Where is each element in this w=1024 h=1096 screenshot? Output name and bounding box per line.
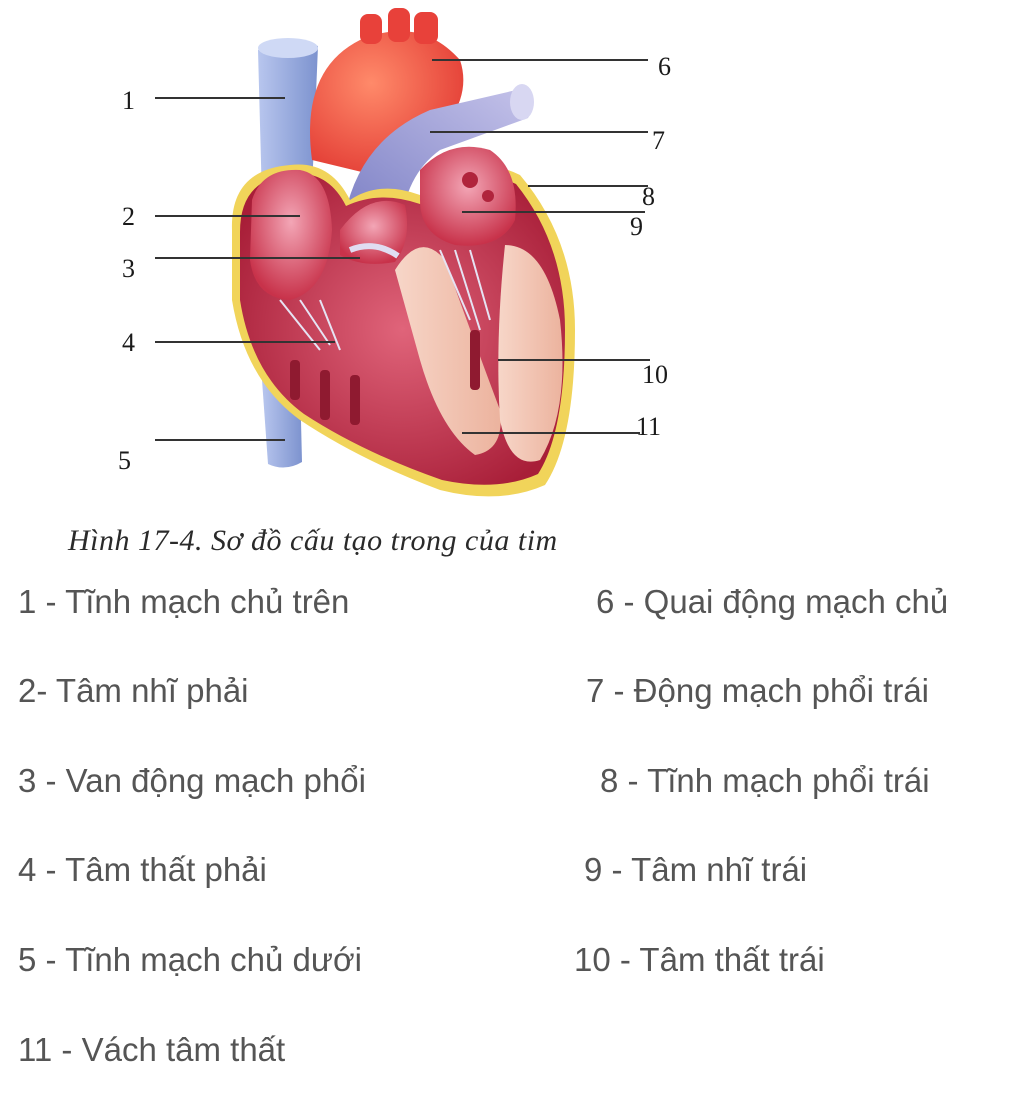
callout-7: 7 <box>652 126 665 155</box>
left-atrium <box>420 147 516 246</box>
legend-item-4: 4 - Tâm thất phải <box>18 851 267 888</box>
legend-item-7: 7 - Động mạch phổi trái <box>586 672 930 709</box>
callout-6: 6 <box>658 52 671 81</box>
heart-diagram <box>0 0 1024 520</box>
heart-illustration <box>0 0 1024 520</box>
callout-3: 3 <box>122 254 135 283</box>
figure-caption: Hình 17-4. Sơ đồ cấu tạo trong của tim <box>68 524 558 557</box>
callout-4: 4 <box>122 328 135 357</box>
legend-item-1: 1 - Tĩnh mạch chủ trên <box>18 583 350 620</box>
legend-item-2: 2- Tâm nhĩ phải <box>18 672 249 709</box>
callout-5: 5 <box>118 446 131 475</box>
callout-9: 9 <box>630 212 643 241</box>
callout-1: 1 <box>122 86 135 115</box>
callout-8: 8 <box>642 182 655 211</box>
legend-item-11: 11 - Vách tâm thất <box>18 1031 286 1068</box>
legend-item-8: 8 - Tĩnh mạch phổi trái <box>600 762 930 799</box>
legend-item-6: 6 - Quai động mạch chủ <box>596 583 949 620</box>
callout-10: 10 <box>642 360 668 389</box>
legend-item-10: 10 - Tâm thất trái <box>574 941 825 978</box>
callout-11: 11 <box>636 412 662 441</box>
legend-item-3: 3 - Van động mạch phổi <box>18 762 366 799</box>
legend-item-9: 9 - Tâm nhĩ trái <box>584 851 808 888</box>
callout-2: 2 <box>122 202 135 231</box>
legend-item-5: 5 - Tĩnh mạch chủ dưới <box>18 941 362 978</box>
